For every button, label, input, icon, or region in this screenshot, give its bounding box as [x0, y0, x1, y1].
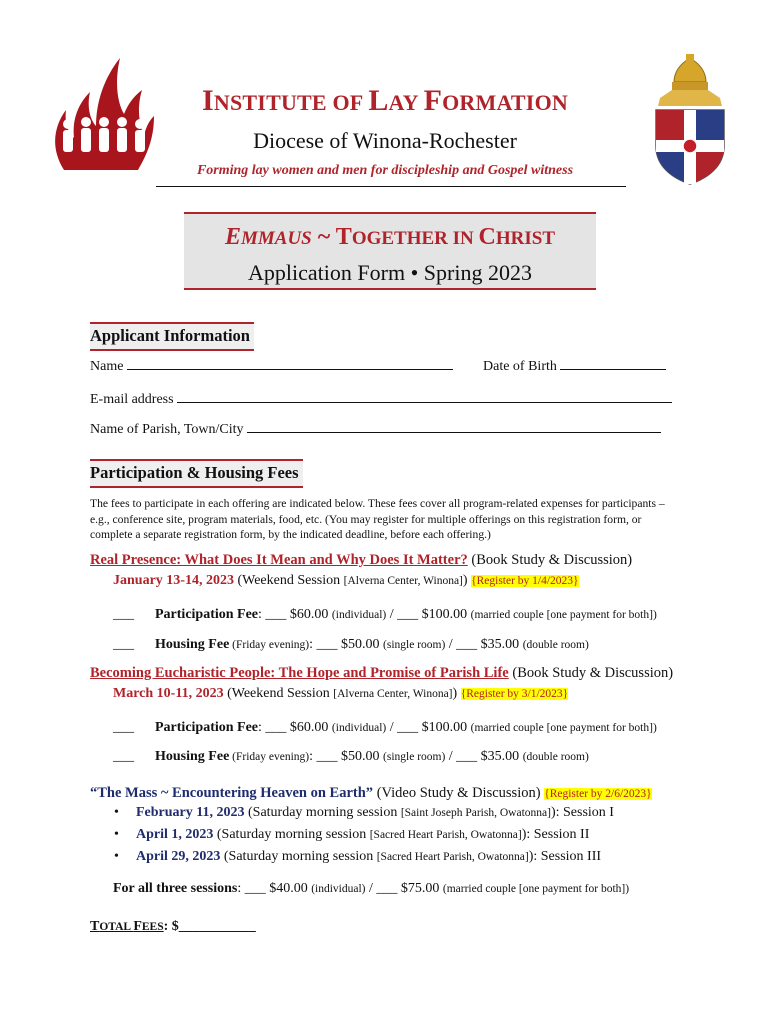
offering2-deadline: {Register by 3/1/2023} [460, 688, 569, 700]
tagline: Forming lay women and men for discipleship and Gospel witness [196, 163, 574, 178]
svg-text:+: + [74, 137, 81, 146]
banner-title: EMMAUS ~ TOGETHER IN CHRIST [224, 224, 555, 250]
program-banner [184, 212, 596, 290]
offering3-all-sessions-fee[interactable]: For all three sessions: ___ $40.00 (individual) / ___ $75.00 (married couple [one payment for both]) [113, 881, 630, 896]
header-divider [156, 186, 626, 187]
dob-field[interactable]: Date of Birth [483, 358, 666, 375]
svg-text:+: + [92, 137, 99, 146]
diocese-subtitle: Diocese of Winona-Rochester [253, 128, 517, 153]
offering1-date-line: January 13-14, 2023 (Weekend Session [Alverna Center, Winona]) {Register by 1/4/2023} [113, 573, 579, 588]
fees-intro: The fees to participate in each offering are indicated below. These fees cover all program-related expenses for participants – e.g., conference site, program materials, food, etc. (You may register for multiple offerings on this registration form, or complete a separate registration form, by the indicated deadline, before each offering.) [90, 497, 665, 541]
offering2-date-line: March 10-11, 2023 (Weekend Session [Alverna Center, Winona]) {Register by 3/1/2023} [113, 686, 569, 701]
bullet-icon: • [114, 849, 119, 864]
offering1-participation-fee[interactable]: ___ Participation Fee: ___ $60.00 (individual) / ___ $100.00 (married couple [one payment for both]) [113, 607, 657, 622]
offering3-session-2: April 1, 2023 (Saturday morning session [Sacred Heart Parish, Owatonna]): Session II [136, 827, 590, 842]
name-field[interactable]: Name [90, 358, 453, 375]
offering3-session-3: April 29, 2023 (Saturday morning session [Sacred Heart Parish, Owatonna]): Session III [136, 849, 602, 864]
bullet-icon: • [114, 805, 119, 820]
total-fees-field[interactable]: TOTAL FEES: $___________ [90, 919, 256, 934]
applicant-info-heading: Applicant Information [90, 322, 254, 351]
offering2-title-line: Becoming Eucharistic People: The Hope and Promise of Parish Life (Book Study & Discussion) [90, 665, 674, 681]
parish-field[interactable]: Name of Parish, Town/City [90, 421, 661, 438]
svg-text:+: + [128, 137, 135, 146]
offering3-session-1: February 11, 2023 (Saturday morning session [Saint Joseph Parish, Owatonna]): Session I [136, 805, 614, 820]
offering1-title-line: Real Presence: What Does It Mean and Why Does It Matter? (Book Study & Discussion) [90, 552, 633, 568]
bullet-icon: • [114, 827, 119, 842]
fees-heading: Participation & Housing Fees [90, 459, 303, 488]
banner-subtitle: Application Form • Spring 2023 [248, 260, 532, 285]
institute-title: INSTITUTE OF LAY FORMATION [202, 84, 568, 117]
offering2-title: Becoming Eucharistic People: The Hope and Promise of Parish Life [90, 665, 509, 681]
offering1-deadline: {Register by 1/4/2023} [471, 575, 579, 587]
offering2-participation-fee[interactable]: ___ Participation Fee: ___ $60.00 (individual) / ___ $100.00 (married couple [one payment for both]) [113, 720, 657, 735]
email-field[interactable]: E-mail address [90, 391, 672, 408]
offering3-deadline: {Register by 2/6/2023} [544, 788, 652, 800]
svg-text:+: + [110, 137, 117, 146]
offering3-title-line: “The Mass ~ Encountering Heaven on Earth” (Video Study & Discussion) {Register by 2/6/2023} [90, 785, 652, 801]
offering1-housing-fee[interactable]: ___ Housing Fee (Friday evening): ___ $50.00 (single room) / ___ $35.00 (double room) [113, 637, 589, 652]
offering3-title: “The Mass ~ Encountering Heaven on Earth” [90, 785, 374, 801]
offering2-housing-fee[interactable]: ___ Housing Fee (Friday evening): ___ $50.00 (single room) / ___ $35.00 (double room) [113, 749, 589, 764]
offering1-title: Real Presence: What Does It Mean and Why Does It Matter? [90, 552, 468, 568]
